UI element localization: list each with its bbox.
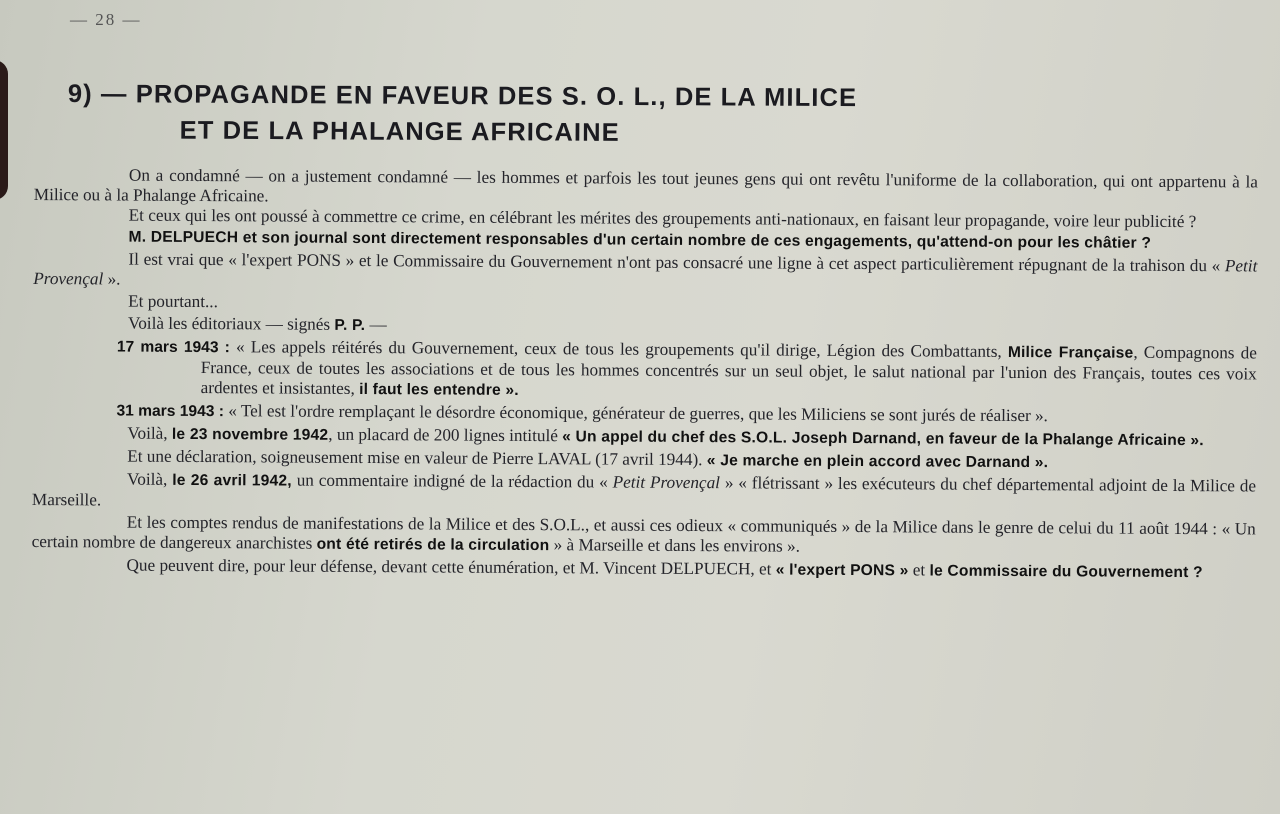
- p8-text: Et une déclaration, soigneusement mise en valeur de Pierre LAVAL (17 avril 1944).: [127, 446, 707, 470]
- section-title: [68, 76, 1118, 153]
- p9-text-a: Voilà,: [127, 469, 173, 489]
- body-text: [31, 165, 1257, 583]
- binding-edge: [0, 60, 8, 200]
- p4-end: ».: [103, 269, 121, 289]
- page-number: — 28 —: [70, 10, 142, 29]
- p7-text-c: , un placard de 200 lignes intitulé: [328, 424, 563, 446]
- section-title-line-1: 9) — PROPAGANDE EN FAVEUR DES S. O. L., DE LA MILICE: [67, 79, 858, 113]
- quote-1-milice: Milice Française: [1007, 343, 1134, 362]
- p9-date: le 26 avril 1942,: [172, 471, 292, 490]
- p8-end: .: [1043, 454, 1049, 472]
- quote-1-text-c: , Compagnons de France, ceux de toutes les associations et de tous les hommes concentrés sur un seul objet, le salut national par l'union des Français, toutes ces voix ardentes et insistantes,: [200, 342, 1257, 398]
- quote-1-date: 17 mars 1943 :: [116, 338, 230, 357]
- p9-text-c: un commentaire indigné de la rédaction du «: [291, 470, 613, 492]
- paragraph-10: [32, 512, 1256, 560]
- p9-newspaper-name: Petit Provençal: [612, 472, 721, 493]
- quote-2-text: « Tel est l'ordre remplaçant le désordre économique, générateur de guerres, que les Miliciens se sont jurés de réaliser ».: [223, 401, 1048, 426]
- p10-emphasis: ont été retirés de la circulation: [316, 535, 550, 555]
- p4-text: Il est vrai que « l'expert PONS » et le Commissaire du Gouvernement n'ont pas consacré une ligne à cet aspect particulièrement répugnant de la trahison du «: [128, 249, 1225, 276]
- quote-1-end: ».: [500, 381, 519, 399]
- p9-text-d: » « flétrissant » les exécuteurs du chef départemental adjoint de la Milice de Marseille.: [31, 473, 1257, 510]
- paragraph-4: [33, 249, 1257, 296]
- p7-date: le 23 novembre 1942: [171, 425, 329, 444]
- paragraph-5: Et pourtant...: [128, 291, 218, 312]
- p7-text-a: Voilà,: [127, 423, 172, 443]
- p10-text-a: Et les comptes rendus de manifestations de la Milice et des S.O.L., et aussi ces odieux « communiqués » de la Milice dans le genre de celui du 11 août 1944 : « Un certain nombre de dangereux anarchistes: [31, 512, 1256, 553]
- quote-2-date: 31 mars 1943 :: [116, 402, 225, 421]
- p7-headline: « Un appel du chef des S.O.L. Joseph Darnand, en faveur de la Phalange Africaine »: [562, 428, 1200, 450]
- p6-text: Voilà les éditoriaux — signés: [127, 313, 335, 334]
- paragraph-1: On a condamné — on a justement condamné — les hommes et parfois les tout jeunes gens qui ont revêtu l'uniforme de la collaboration, qui ont appartenu à la Milice ou à la Phalange Africaine.: [33, 165, 1258, 206]
- p6-signature: P. P.: [334, 316, 366, 335]
- section-title-line-2: ET DE LA PHALANGE AFRICAINE: [179, 116, 620, 147]
- quote-1-emphasis: il faut les entendre: [359, 380, 501, 399]
- p6-end: —: [365, 315, 387, 335]
- p7-end: .: [1199, 432, 1204, 450]
- p8-quote: « Je marche en plein accord avec Darnand »: [706, 452, 1044, 472]
- p10-end: » à Marseille et dans les environs ».: [549, 535, 801, 556]
- p11-text-c: et: [908, 560, 930, 580]
- p11-commissaire: le Commissaire du Gouvernement ?: [929, 562, 1203, 582]
- paragraph-9: [32, 469, 1256, 517]
- paragraph-2: Et ceux qui les ont poussé à commettre ce crime, en célébrant les mérites des groupements anti-nationaux, en faisant leur propagande, voire leur publicité ?: [128, 205, 1197, 232]
- paragraph-3-accusation: M. DELPUECH et son journal sont directement responsables d'un certain nombre de ces engagements, qu'attend-on pour les châtier ?: [128, 228, 1152, 252]
- quote-17-mars-1943: [33, 336, 1257, 405]
- quote-1-text-a: « Les appels réitérés du Gouvernement, ceux de tous les groupements qu'il dirige, Légion des Combattants,: [229, 337, 1008, 361]
- p4-newspaper-name: Petit Provençal: [33, 256, 1258, 289]
- p11-text-a: Que peuvent dire, pour leur défense, devant cette énumération, et M. Vincent DELPUECH, et: [126, 555, 776, 579]
- p11-expert: « l'expert PONS »: [775, 561, 909, 580]
